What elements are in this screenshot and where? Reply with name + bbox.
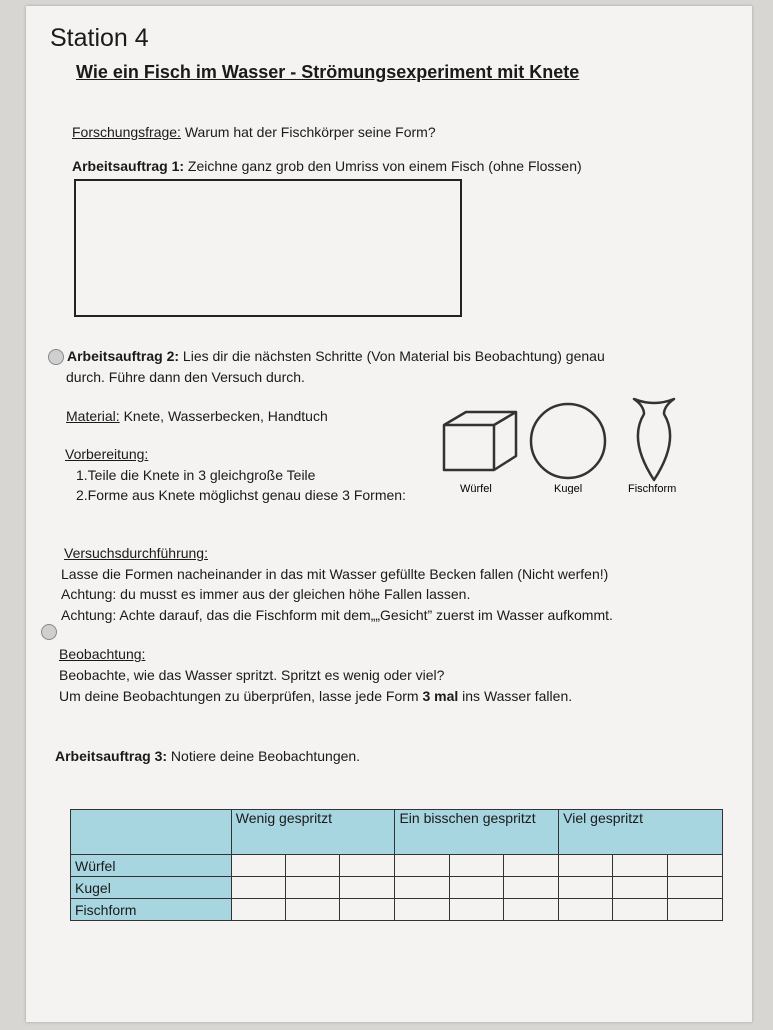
cube-icon	[444, 412, 516, 470]
observation-count: 3 mal	[422, 688, 459, 704]
punch-hole-top	[48, 349, 64, 365]
observation-text-end: ins Wasser fallen.	[458, 688, 573, 704]
answer-cell[interactable]	[285, 899, 339, 921]
shape-illustrations	[438, 394, 708, 494]
column-header: Viel gespritzt	[559, 810, 723, 855]
answer-cell[interactable]	[613, 899, 667, 921]
answer-cell[interactable]	[503, 855, 558, 877]
task-1	[72, 158, 582, 174]
preparation-step: 1.Teile die Knete in 3 gleichgroße Teile	[76, 467, 316, 483]
answer-cell[interactable]	[613, 877, 667, 899]
task-2	[67, 348, 605, 364]
fish-shape-label: Fischform	[628, 483, 677, 494]
answer-cell[interactable]	[285, 877, 339, 899]
answer-cell[interactable]	[395, 855, 449, 877]
answer-cell[interactable]	[449, 899, 503, 921]
row-label: Würfel	[71, 855, 232, 877]
answer-cell[interactable]	[395, 877, 449, 899]
row-label: Kugel	[71, 877, 232, 899]
research-question-text: Warum hat der Fischkörper seine Form?	[180, 124, 436, 140]
procedure-heading: Versuchsdurchführung:	[64, 545, 208, 561]
task-3-text: Notiere deine Beobachtungen.	[167, 748, 361, 764]
research-question-label: Forschungsfrage:	[72, 124, 181, 140]
procedure-line: Achtung: du musst es immer aus der gleichen höhe Fallen lassen.	[61, 586, 471, 602]
answer-cell[interactable]	[667, 855, 722, 877]
answer-cell[interactable]	[340, 855, 395, 877]
task-2-line2: durch. Führe dann den Versuch durch.	[66, 369, 305, 385]
observation-line	[59, 688, 572, 704]
table-row	[71, 899, 723, 921]
task-3-label: Arbeitsauftrag 3:	[55, 748, 168, 764]
task-1-label: Arbeitsauftrag 1:	[72, 158, 185, 174]
column-header: Ein bisschen gespritzt	[395, 810, 559, 855]
answer-cell[interactable]	[667, 877, 722, 899]
answer-cell[interactable]	[559, 855, 613, 877]
punch-hole-bottom	[41, 624, 57, 640]
table-row	[71, 877, 723, 899]
answer-cell[interactable]	[231, 877, 285, 899]
answer-cell[interactable]	[559, 899, 613, 921]
table-row	[71, 855, 723, 877]
sphere-icon	[531, 404, 605, 478]
answer-cell[interactable]	[395, 899, 449, 921]
answer-cell[interactable]	[231, 855, 285, 877]
material-line	[66, 408, 328, 424]
fish-shape-icon	[634, 399, 674, 480]
sphere-label: Kugel	[554, 483, 583, 494]
answer-cell[interactable]	[449, 855, 503, 877]
worksheet-page	[26, 6, 752, 1022]
answer-cell[interactable]	[231, 899, 285, 921]
table-corner-cell	[71, 810, 232, 855]
column-header: Wenig gespritzt	[231, 810, 395, 855]
observation-line: Beobachte, wie das Wasser spritzt. Spritzt es wenig oder viel?	[59, 667, 445, 683]
research-question	[72, 124, 436, 140]
material-label: Material:	[66, 408, 120, 424]
observation-text: Um deine Beobachtungen zu überprüfen, lasse jede Form	[59, 688, 423, 704]
table-header-row	[71, 810, 723, 855]
row-label: Fischform	[71, 899, 232, 921]
answer-cell[interactable]	[285, 855, 339, 877]
material-text: Knete, Wasserbecken, Handtuch	[119, 408, 328, 424]
station-heading: Station 4	[50, 24, 149, 52]
procedure-line: Lasse die Formen nacheinander in das mit Wasser gefüllte Becken fallen (Nicht werfen!)	[61, 566, 609, 582]
preparation-step: 2.Forme aus Knete möglichst genau diese 3 Formen:	[76, 487, 406, 503]
answer-cell[interactable]	[449, 877, 503, 899]
answer-cell[interactable]	[613, 855, 667, 877]
answer-cell[interactable]	[667, 899, 722, 921]
observation-table	[70, 809, 723, 921]
procedure-line: Achtung: Achte darauf, das die Fischform mit dem„„Gesicht” zuerst im Wasser aufkommt.	[61, 607, 613, 623]
preparation-heading: Vorbereitung:	[65, 446, 149, 462]
answer-cell[interactable]	[340, 899, 395, 921]
answer-cell[interactable]	[503, 877, 558, 899]
answer-cell[interactable]	[559, 877, 613, 899]
task-1-text: Zeichne ganz grob den Umriss von einem Fisch (ohne Flossen)	[184, 158, 582, 174]
task-2-text: Lies dir die nächsten Schritte (Von Material bis Beobachtung) genau	[179, 348, 605, 364]
worksheet-title: Wie ein Fisch im Wasser - Strömungsexperiment mit Knete	[76, 62, 580, 82]
answer-cell[interactable]	[340, 877, 395, 899]
observation-heading: Beobachtung:	[59, 646, 146, 662]
task-3	[55, 748, 360, 764]
task-2-label: Arbeitsauftrag 2:	[67, 348, 180, 364]
cube-label: Würfel	[460, 483, 492, 494]
fish-drawing-box[interactable]	[74, 179, 462, 317]
answer-cell[interactable]	[503, 899, 558, 921]
